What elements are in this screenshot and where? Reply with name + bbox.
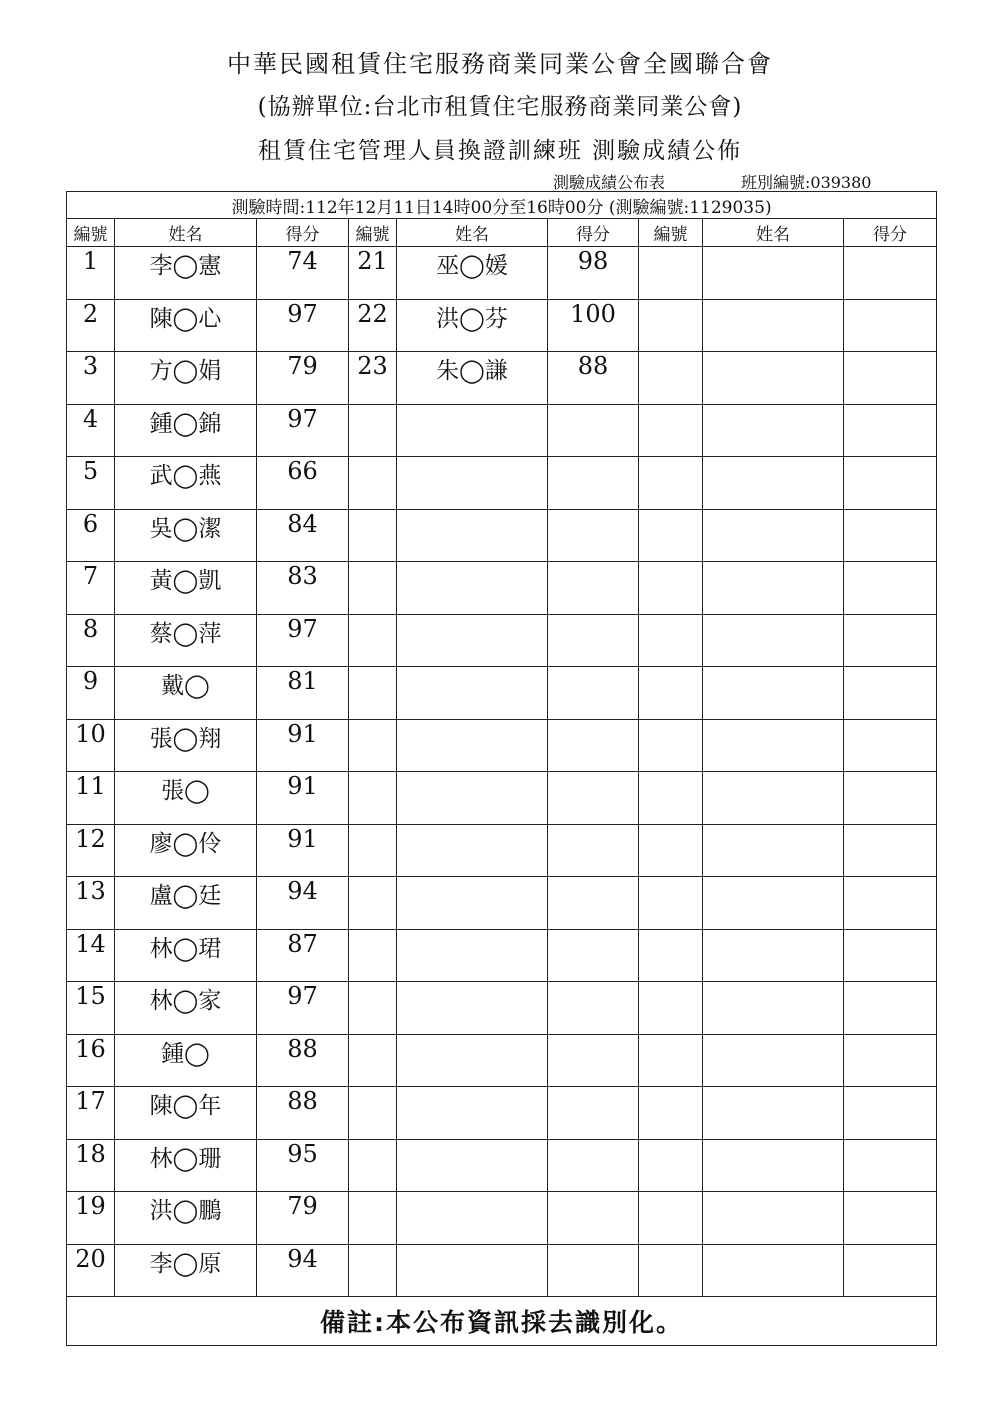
student-name: 武◯燕 [115,457,257,510]
student-name [703,299,844,352]
student-number: 16 [67,1034,115,1087]
student-score: 79 [257,1192,349,1245]
student-score [844,404,937,457]
student-name [703,562,844,615]
student-number [349,1244,397,1297]
student-name [703,457,844,510]
class-id: 班別編號:039380 [741,173,872,192]
student-number: 1 [67,247,115,300]
student-name [397,1192,548,1245]
student-name [703,982,844,1035]
student-score [844,1139,937,1192]
student-name [397,562,548,615]
student-score: 100 [548,299,639,352]
student-number [349,824,397,877]
student-number: 23 [349,352,397,405]
student-name [397,1139,548,1192]
student-score [844,824,937,877]
table-row [67,509,937,562]
student-number [639,299,703,352]
student-number [349,929,397,982]
student-number [639,1192,703,1245]
table-row [67,404,937,457]
table-row [67,1139,937,1192]
student-name [703,614,844,667]
student-score: 81 [257,667,349,720]
document-subtitle: 租賃住宅管理人員換證訓練班 測驗成績公佈 [257,138,743,164]
student-name: 張◯翔 [115,719,257,772]
student-number: 2 [67,299,115,352]
student-score [548,667,639,720]
student-number [639,404,703,457]
student-score: 87 [257,929,349,982]
col-header-name: 姓名 [115,219,257,247]
student-score: 97 [257,404,349,457]
student-number [349,772,397,825]
student-score [844,982,937,1035]
table-row [67,877,937,930]
student-name [397,457,548,510]
student-score [548,1034,639,1087]
student-number [639,877,703,930]
student-name: 林◯家 [115,982,257,1035]
student-name: 黃◯凱 [115,562,257,615]
student-number [349,562,397,615]
student-number [639,247,703,300]
student-score [548,772,639,825]
student-number: 15 [67,982,115,1035]
student-name: 張◯ [115,772,257,825]
student-number [349,982,397,1035]
student-score: 66 [257,457,349,510]
student-number: 3 [67,352,115,405]
exam-info: 測驗時間:112年12月11日14時00分至16時00分 (測驗編號:1129035) [67,192,937,219]
student-number [639,614,703,667]
student-number: 5 [67,457,115,510]
student-name [703,929,844,982]
table-row [67,562,937,615]
table-row [67,1244,937,1297]
student-number: 11 [67,772,115,825]
student-name [703,824,844,877]
student-score: 98 [548,247,639,300]
col-header-name: 姓名 [397,219,548,247]
student-name [397,982,548,1035]
student-name: 朱◯謙 [397,352,548,405]
student-score [548,562,639,615]
student-name: 鍾◯錦 [115,404,257,457]
col-header-no: 編號 [639,219,703,247]
student-score: 88 [257,1034,349,1087]
table-row [67,772,937,825]
student-score: 74 [257,247,349,300]
student-name: 洪◯芬 [397,299,548,352]
student-number [639,1087,703,1140]
student-name [397,667,548,720]
student-score: 95 [257,1139,349,1192]
table-row [67,1192,937,1245]
student-name [703,877,844,930]
student-number: 14 [67,929,115,982]
remarks-note: 備註:本公布資訊採去識別化。 [67,1297,937,1346]
student-name: 戴◯ [115,667,257,720]
student-number: 9 [67,667,115,720]
student-number: 21 [349,247,397,300]
student-number [349,404,397,457]
student-name [397,614,548,667]
student-name [703,352,844,405]
student-name [397,1087,548,1140]
student-score [844,1244,937,1297]
student-name: 李◯原 [115,1244,257,1297]
student-number [349,1087,397,1140]
student-number [639,667,703,720]
student-score [844,457,937,510]
student-number [639,562,703,615]
student-number [639,719,703,772]
student-number [639,1034,703,1087]
student-score [844,1087,937,1140]
form-name: 測驗成績公布表 [553,173,666,192]
student-name [397,1244,548,1297]
student-score [844,772,937,825]
table-row [67,352,937,405]
student-number: 13 [67,877,115,930]
table-row [67,719,937,772]
student-name [397,929,548,982]
student-number: 10 [67,719,115,772]
student-score: 97 [257,982,349,1035]
student-name [703,247,844,300]
student-score [548,929,639,982]
student-name [703,1139,844,1192]
student-number [349,509,397,562]
student-score [548,982,639,1035]
student-number [639,929,703,982]
student-score [548,614,639,667]
col-header-name: 姓名 [703,219,844,247]
student-number [349,457,397,510]
student-number [639,982,703,1035]
student-name: 洪◯鵬 [115,1192,257,1245]
col-header-no: 編號 [67,219,115,247]
student-score [548,824,639,877]
student-number: 18 [67,1139,115,1192]
student-number [349,1192,397,1245]
student-number [639,509,703,562]
table-row [67,614,937,667]
student-name [397,404,548,457]
score-table [66,191,937,1346]
table-row [67,457,937,510]
student-score [844,614,937,667]
student-name: 方◯娟 [115,352,257,405]
student-score: 88 [257,1087,349,1140]
table-row [67,1034,937,1087]
student-score: 84 [257,509,349,562]
col-header-score: 得分 [257,219,349,247]
student-score [844,352,937,405]
student-name: 廖◯伶 [115,824,257,877]
col-header-score: 得分 [548,219,639,247]
student-name [397,772,548,825]
student-name [703,667,844,720]
student-score: 97 [257,614,349,667]
student-name [703,1192,844,1245]
student-number: 19 [67,1192,115,1245]
table-row [67,1087,937,1140]
table-row [67,667,937,720]
student-name [703,404,844,457]
col-header-score: 得分 [844,219,937,247]
student-number [349,667,397,720]
student-score [548,1244,639,1297]
student-name [397,719,548,772]
student-score: 88 [548,352,639,405]
header-row [67,219,937,247]
student-number: 20 [67,1244,115,1297]
student-name: 巫◯媛 [397,247,548,300]
student-number: 8 [67,614,115,667]
student-score [548,457,639,510]
table-row [67,929,937,982]
student-number [639,457,703,510]
student-score [844,719,937,772]
student-name: 陳◯心 [115,299,257,352]
col-header-no: 編號 [349,219,397,247]
table-row [67,247,937,300]
student-score [844,562,937,615]
document-title: 中華民國租賃住宅服務商業同業公會全國聯合會 [227,50,773,78]
student-name: 鍾◯ [115,1034,257,1087]
student-score [844,299,937,352]
student-score [844,667,937,720]
student-score [844,929,937,982]
student-score: 91 [257,772,349,825]
student-name [703,1087,844,1140]
student-score: 94 [257,1244,349,1297]
student-number: 12 [67,824,115,877]
student-score [844,247,937,300]
student-score: 94 [257,877,349,930]
student-number [349,614,397,667]
student-score [548,877,639,930]
student-number [639,352,703,405]
student-number [349,877,397,930]
student-name [397,509,548,562]
student-score [548,1192,639,1245]
student-score [548,509,639,562]
student-number [639,772,703,825]
table-row [67,982,937,1035]
student-name [703,1034,844,1087]
student-number: 7 [67,562,115,615]
student-score [844,1192,937,1245]
student-name: 林◯珊 [115,1139,257,1192]
student-name [703,772,844,825]
student-name [397,877,548,930]
table-row [67,299,937,352]
student-name: 盧◯廷 [115,877,257,930]
student-name [397,1034,548,1087]
student-number: 6 [67,509,115,562]
student-score [844,509,937,562]
student-score: 79 [257,352,349,405]
student-number [639,1244,703,1297]
student-score: 91 [257,719,349,772]
student-score [548,404,639,457]
student-name [703,1244,844,1297]
student-number [639,824,703,877]
student-name [397,824,548,877]
student-number: 4 [67,404,115,457]
student-number [639,1139,703,1192]
student-score [844,1034,937,1087]
student-name: 李◯憲 [115,247,257,300]
student-score [548,1087,639,1140]
student-name: 蔡◯萍 [115,614,257,667]
organizer-line: (協辦單位:台北市租賃住宅服務商業同業公會) [257,94,743,120]
student-name: 陳◯年 [115,1087,257,1140]
student-score: 97 [257,299,349,352]
student-name: 林◯珺 [115,929,257,982]
student-number [349,1034,397,1087]
student-score: 83 [257,562,349,615]
student-name: 吳◯潔 [115,509,257,562]
student-score [844,877,937,930]
student-name [703,509,844,562]
student-score [548,1139,639,1192]
student-number: 17 [67,1087,115,1140]
student-name [703,719,844,772]
student-score: 91 [257,824,349,877]
student-number [349,719,397,772]
student-number [349,1139,397,1192]
student-number: 22 [349,299,397,352]
student-score [548,719,639,772]
table-row [67,824,937,877]
